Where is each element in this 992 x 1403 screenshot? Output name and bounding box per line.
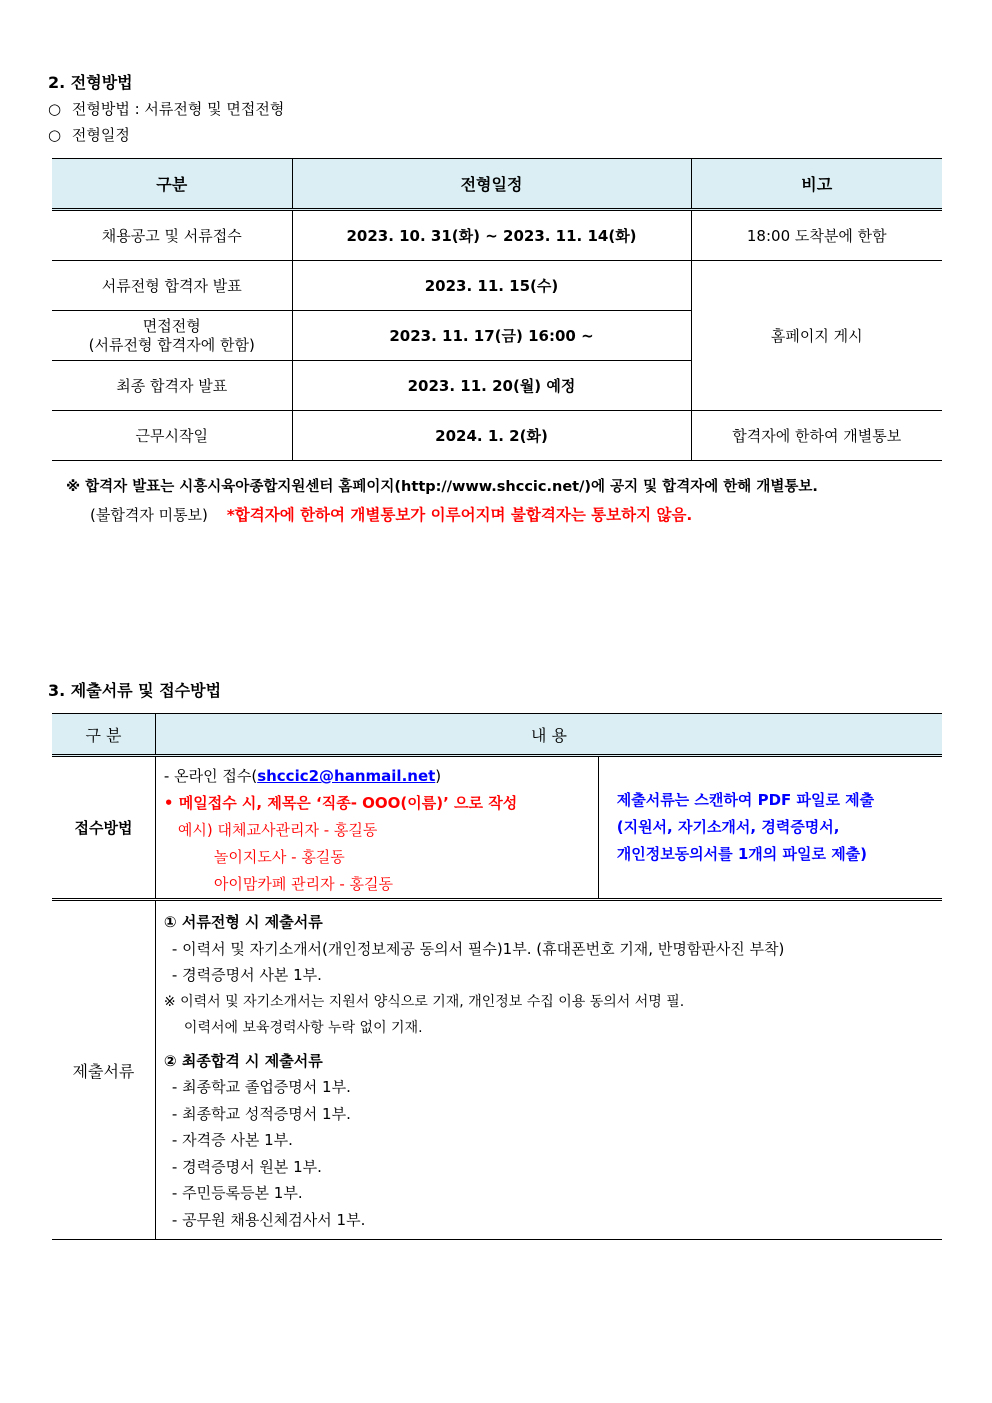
doc-item: - 최종학교 졸업증명서 1부.: [171, 1078, 351, 1096]
receipt-row: [52, 756, 942, 900]
pdf-note-line1: 제출서류는 스캔하여 PDF 파일로 제출: [616, 791, 875, 809]
section3-heading: 3. 제출서류 및 접수방법: [48, 681, 222, 700]
footnote-prefix: (불합격자 미통보): [90, 506, 208, 524]
receipt-pdf-note: [598, 756, 942, 900]
circle-bullet-icon: ○: [48, 126, 62, 144]
receipt-label: 접수방법: [52, 756, 155, 900]
header-note: 비고: [691, 159, 942, 210]
online-prefix: - 온라인 접수(: [163, 767, 258, 785]
documents-label-text: 제출서류: [72, 1061, 135, 1081]
doc-item: - 경력증명서 사본 1부.: [171, 966, 322, 984]
row-note: 합격자에 한하여 개별통보: [691, 411, 942, 461]
row-category-line2: (서류전형 합격자에 한함): [88, 335, 255, 354]
header-schedule: 전형일정: [292, 159, 691, 210]
documents-table-header: [52, 714, 942, 756]
documents-row: [52, 900, 942, 1240]
documents-details: [155, 900, 942, 1240]
circle-bullet-icon: ○: [48, 100, 62, 118]
doc-item: - 주민등록등본 1부.: [171, 1184, 303, 1202]
pdf-note-line2: (지원서, 자기소개서, 경력증명서,: [616, 818, 840, 836]
header-division: 구 분: [52, 714, 155, 756]
email-link[interactable]: shccic2@hanmail.net: [257, 767, 436, 785]
doc-item: - 경력증명서 원본 1부.: [171, 1157, 322, 1176]
example-line3: 아이맘카페 관리자 - 홍길동: [213, 875, 394, 893]
row-schedule: 2023. 11. 15(수): [292, 261, 691, 311]
header-content: 내 용: [155, 714, 942, 756]
doc-note-1: ※ 이력서 및 자기소개서는 지원서 양식으로 기재, 개인정보 수집 이용 동의서 서명 필.: [163, 993, 685, 1010]
doc-note-2: 이력서에 보육경력사항 누락 없이 기재.: [183, 1020, 423, 1036]
row-category: 근무시작일: [52, 411, 292, 461]
footnote-line2: [90, 503, 692, 525]
header-category: 구분: [52, 159, 292, 210]
schedule-table: [52, 158, 942, 461]
example-line1: 예시) 대체교사관리자 - 홍길동: [177, 821, 378, 839]
row-schedule: 2024. 1. 2(화): [292, 411, 691, 461]
row-category: 서류전형 합격자 발표: [52, 261, 292, 311]
bullet-schedule: [48, 124, 130, 145]
table-row: [52, 210, 942, 261]
schedule-table-header: [52, 159, 942, 210]
doc-item: - 최종학교 성적증명서 1부.: [171, 1104, 351, 1123]
row-schedule: 2023. 11. 20(월) 예정: [292, 361, 691, 411]
row-category-line1: 면접전형: [142, 316, 201, 335]
section2-heading: 2. 전형방법: [48, 73, 133, 92]
row-category: [52, 311, 292, 361]
row-schedule: 2023. 11. 17(금) 16:00 ~: [292, 311, 691, 361]
online-receipt: [164, 763, 598, 790]
footnote-line1: ※ 합격자 발표는 시흥시육아종합지원센터 홈페이지(http://www.shccic.net/)에 공지 및 합격자에 한해 개별통보.: [66, 479, 818, 495]
example-line2: 놀이지도사 - 홍길동: [213, 848, 345, 866]
mail-rule: • 메일접수 시, 제목은 ‘직종- OOO(이름)’ 으로 작성: [163, 794, 518, 812]
row-note: 18:00 도착분에 한함: [691, 210, 942, 261]
table-row: [52, 261, 942, 311]
row-category: 채용공고 및 서류접수: [52, 210, 292, 261]
bullet-method-text: 전형방법 : 서류전형 및 면접전형: [71, 100, 285, 118]
receipt-details: [155, 756, 598, 900]
row-schedule: 2023. 10. 31(화) ~ 2023. 11. 14(화): [292, 210, 691, 261]
table-row: [52, 411, 942, 461]
merged-note: 홈페이지 게시: [691, 261, 942, 411]
documents-label: [52, 900, 155, 1240]
doc-item: - 자격증 사본 1부.: [171, 1131, 293, 1149]
doc-item: - 이력서 및 자기소개서(개인정보제공 동의서 필수)1부. (휴대폰번호 기재, 반명함판사진 부착): [171, 939, 785, 958]
documents-table: [52, 713, 942, 1240]
row-category: 최종 합격자 발표: [52, 361, 292, 411]
doc-title-1: ① 서류전형 시 제출서류: [163, 913, 323, 931]
bullet-method: [48, 98, 284, 119]
doc-item: - 공무원 채용신체검사서 1부.: [171, 1210, 366, 1229]
footnote-red-notice: *합격자에 한하여 개별통보가 이루어지며 불합격자는 통보하지 않음.: [226, 506, 693, 524]
doc-title-2: ② 최종합격 시 제출서류: [163, 1051, 323, 1070]
online-suffix: ): [435, 767, 442, 785]
pdf-note-line3: 개인정보동의서를 1개의 파일로 제출): [616, 845, 868, 863]
bullet-schedule-text: 전형일정: [71, 126, 130, 144]
